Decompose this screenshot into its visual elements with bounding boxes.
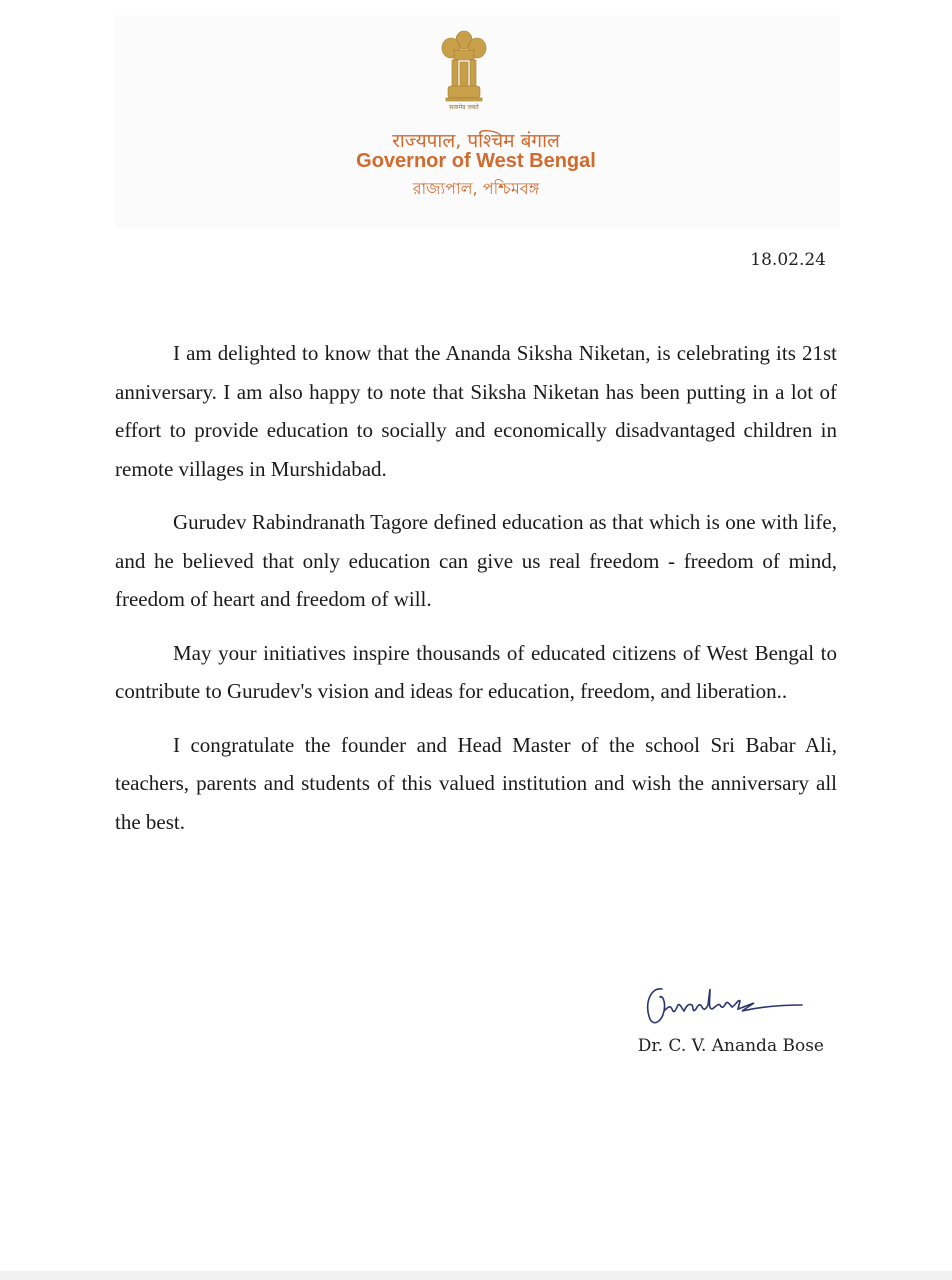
title-hindi: राज्यपाल, पश्चिम बंगाल xyxy=(392,130,560,152)
letter-body xyxy=(115,334,837,856)
title-english: Governor of West Bengal xyxy=(356,150,596,172)
paragraph: Gurudev Rabindranath Tagore defined education as that which is one with life, and he believed that only education can give us real freedom - freedom of mind, freedom of heart and freedom of will. xyxy=(115,510,837,611)
page-bottom-edge xyxy=(0,1271,952,1280)
emblem-motto: सत्यमेव जयते xyxy=(449,104,479,111)
paragraph: I congratulate the founder and Head Master of the school Sri Babar Ali, teachers, parents and students of this valued institution and wish the anniversary all the best. xyxy=(115,732,837,834)
title-bengali: রাজ্যপাল, পশ্চিমবঙ্গ xyxy=(412,179,540,198)
signer-name: Dr. C. V. Ananda Bose xyxy=(637,1036,824,1056)
handwritten-signature-icon xyxy=(640,975,810,1035)
letter-date: 18.02.24 xyxy=(750,250,826,270)
paragraph: I am delighted to know that the Ananda Siksha Niketan, is celebrating its 21st anniversary. I am also happy to note that Siksha Niketan has been putting in a lot of effort to provide education to socially and economically disadvantaged children in remote villages in Murshidabad. xyxy=(115,341,837,481)
paragraph: May your initiatives inspire thousands of educated citizens of West Bengal to contribute to Gurudev's vision and ideas for education, freedom, and liberation.. xyxy=(115,640,837,703)
